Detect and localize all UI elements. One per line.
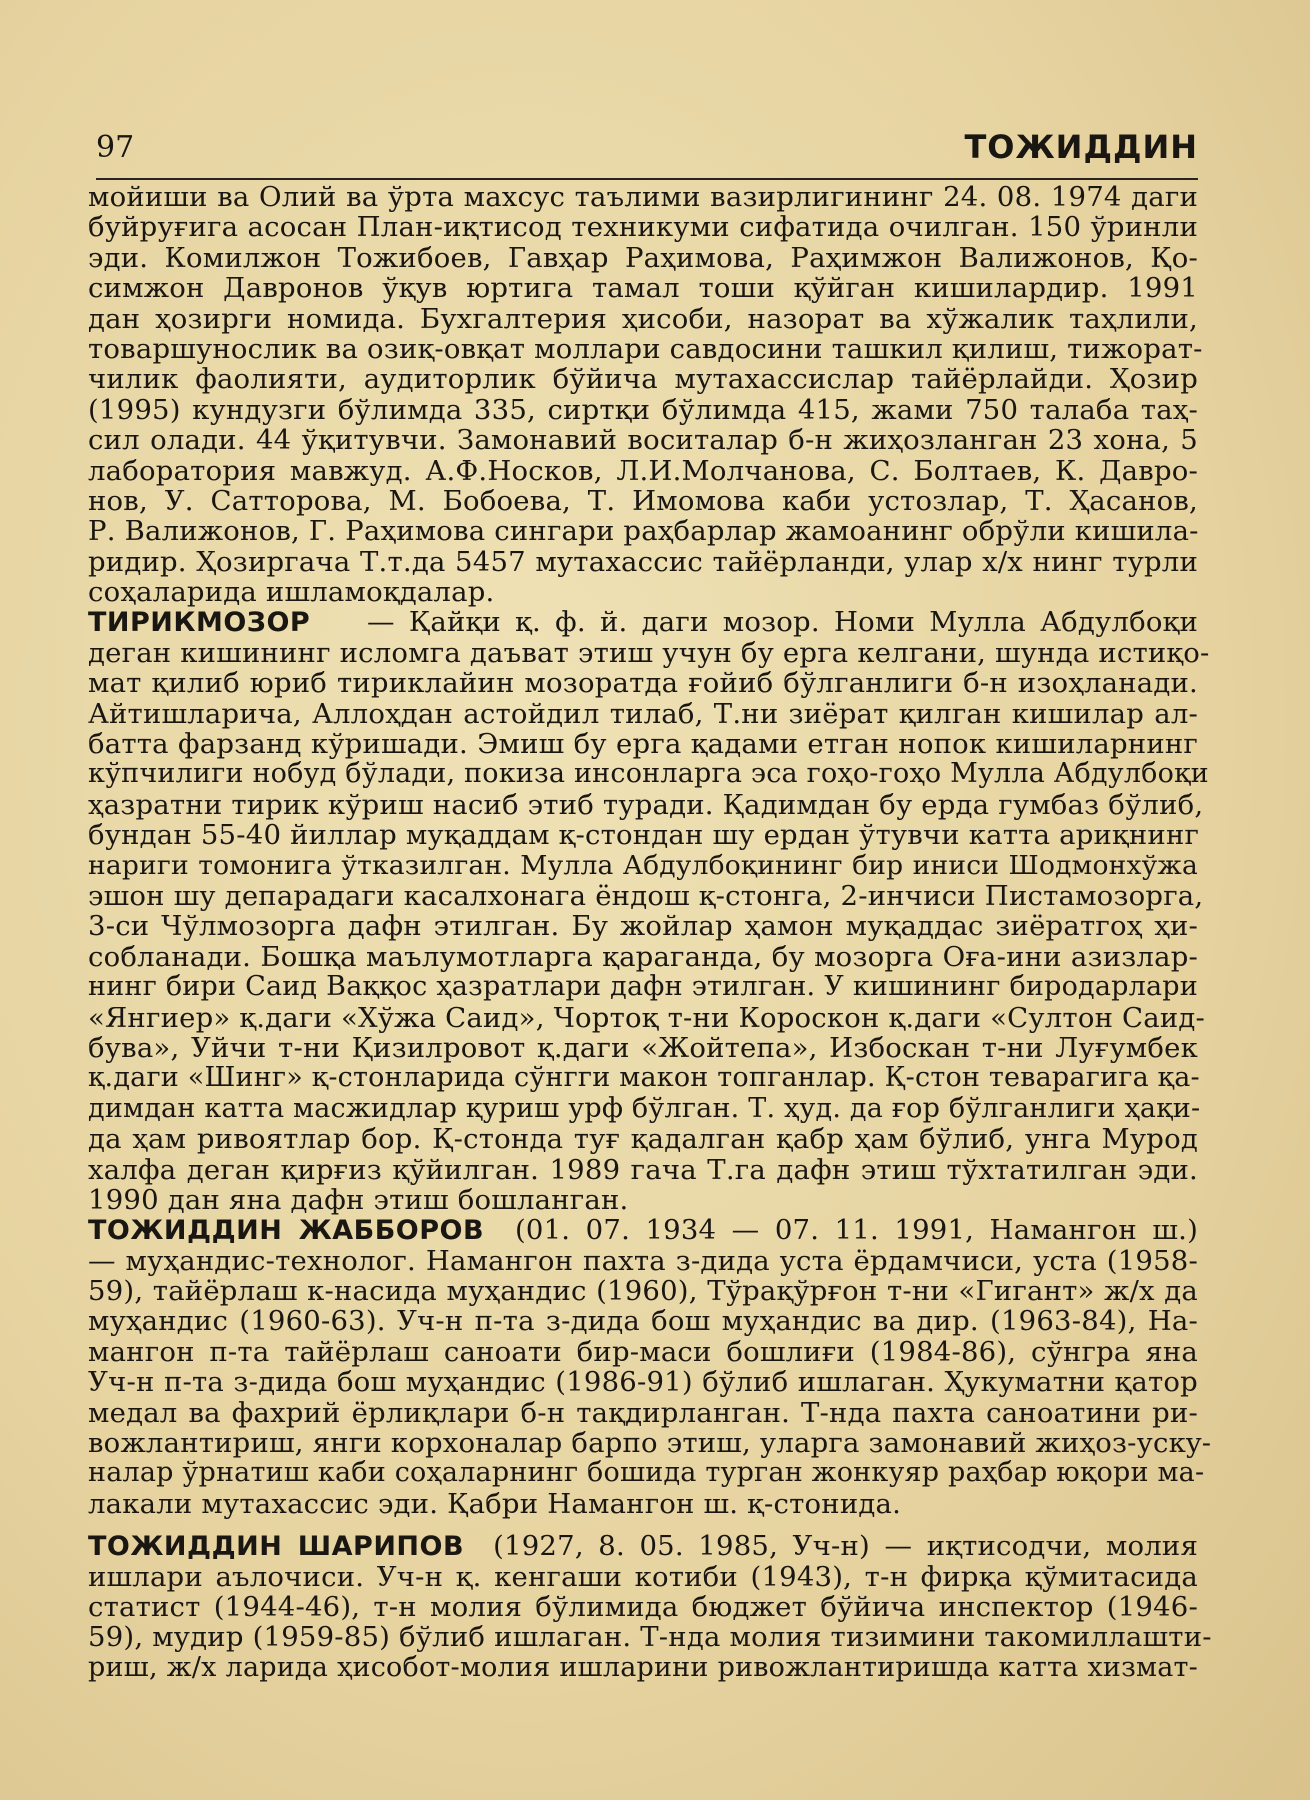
text-line: налар ўрнатиш каби соҳаларнинг бошида турган жонкуяр раҳбар юқори ма-	[88, 1457, 1205, 1489]
text-line: сил олади. 44 ўқитувчи. Замонавий воситалар б-н жиҳозланган 23 хона, 5	[88, 424, 1198, 457]
entry-tirikmozor	[88, 606, 1210, 1216]
entry-continuation	[88, 181, 1203, 609]
body-text	[88, 181, 1212, 1683]
text-line: мат қилиб юриб тириклайин мозоратда ғойиб бўлганлиги б-н изоҳланади.	[88, 667, 1198, 700]
entry-headword: ТИРИКМОЗОР	[88, 607, 311, 639]
text-line: эди. Комилжон Тожибоев, Гавҳар Раҳимова, Раҳимжон Валижонов, Қо-	[88, 241, 1198, 274]
text-line: ҳазратни тирик кўриш насиб этиб туради. Қадимдан бу ерда гумбаз бўлиб,	[88, 788, 1204, 821]
text-line: мангон п-та тайёрлаш саноати бир-маси бошлиғи (1984-86), сўнгра яна	[88, 1335, 1198, 1368]
text-line: лакали мутахассис эди. Қабри Намангон ш. қ-стонида.	[88, 1487, 902, 1520]
text-line: дан ҳозирги номида. Бухгалтерия ҳисоби, назорат ва хўжалик таҳлили,	[88, 302, 1198, 335]
page-number: 97	[96, 130, 135, 165]
entry-first-line	[88, 607, 1198, 637]
text-line: Уч-н п-та з-дида бош муҳандис (1986-91) бўлиб ишлаган. Ҳукуматни қатор	[88, 1366, 1198, 1399]
text-line: да ҳам ривоятлар бор. Қ-стонда туғ қадалган қабр ҳам бўлиб, унга Мурод	[88, 1123, 1198, 1156]
text-line: 1990 дан яна дафн этиш бошланган.	[88, 1183, 629, 1216]
text-run: (1927, 8. 05. 1985, Уч-н) — иқтисодчи, молия	[493, 1530, 1198, 1563]
text-line: буйруғига асосан План-иқтисод техникуми сифатида очилган. 150 ўринли	[88, 211, 1198, 244]
text-line: — муҳандис-технолог. Намангон пахта з-дида уста ёрдамчиси, уста (1958-	[88, 1244, 1198, 1277]
text-line: чилик фаолияти, аудиторлик бўйича мутахассислар тайёрлайди. Ҳозир	[88, 363, 1198, 396]
text-line: бундан 55-40 йиллар муқаддам қ-стондан шу ердан ўтувчи катта ариқнинг	[88, 819, 1200, 852]
text-line: ридир. Ҳозиргача Т.т.да 5457 мутахассис тайёрланди, улар х/х нинг турли	[88, 545, 1198, 578]
text-line: батта фарзанд кўришади. Эмиш бу ерга қадами етган нопок кишиларнинг	[88, 728, 1198, 761]
text-line: эшон шу депарадаги касалхонага ёндош қ-стонга, 2-инчиси Пистамозорга,	[88, 879, 1204, 912]
text-line: собланади. Бошқа маълумотларга қараганда, бу мозорга Оға-ини азизлар-	[88, 940, 1198, 973]
text-line: ишлари аълочиси. Уч-н қ. кенгаши котиби (1943), т-н фирқа қўмитасида	[88, 1560, 1198, 1593]
header-rule	[96, 178, 1198, 180]
text-line: лаборатория мавжуд. А.Ф.Носков, Л.И.Молчанова, С. Болтаев, К. Давро-	[88, 454, 1198, 487]
text-line: риш, ж/х ларида ҳисобот-молия ишларини ривожлантиришда катта хизмат-	[88, 1651, 1198, 1683]
page-header	[88, 122, 1198, 174]
text-line: статист (1944-46), т-н молия бўлимида бюджет бўйича инспектор (1946-	[88, 1590, 1198, 1623]
text-line: деган кишининг исломга даъват этиш учун бу ерга келгани, шунда истиқо-	[88, 636, 1210, 669]
text-line: медал ва фахрий ёрлиқлари б-н тақдирланган. Т-нда пахта саноатини ри-	[88, 1396, 1198, 1429]
text-line: муҳандис (1960-63). Уч-н п-та з-дида бош муҳандис ва дир. (1963-84), На-	[88, 1305, 1198, 1338]
entry-first-line	[88, 1215, 1198, 1245]
text-line: мойиши ва Олий ва ўрта махсус таълими вазирлигининг 24. 08. 1974 даги	[88, 181, 1198, 213]
entry-headword: ТОЖИДДИН ШАРИПОВ	[88, 1531, 465, 1563]
entry-headword: ТОЖИДДИН ЖАББОРОВ	[88, 1215, 485, 1247]
text-line: симжон Давронов ўқув юртига тамал тоши қўйган кишилардир. 1991	[88, 272, 1198, 305]
text-line: нариги томонига ўтказилган. Мулла Абдулбоқининг бир иниси Шодмонхўжа	[88, 849, 1198, 881]
entry-tojiddin-sharipov	[88, 1530, 1212, 1683]
text-line: товаршунослик ва озиқ-овқат моллари савдосини ташкил қилиш, тижорат-	[88, 332, 1203, 365]
text-line: димдан катта масжидлар қуриш урф бўлган. Т. ҳуд. да ғор бўлганлиги ҳақи-	[88, 1092, 1201, 1124]
text-line: нинг бири Саид Ваққос ҳазратлари дафн этилган. У кишининг биродарлари	[88, 971, 1198, 1003]
text-line: 59), мудир (1959-85) бўлиб ишлаган. Т-нда молия тизимини такомиллашти-	[88, 1621, 1212, 1654]
text-line: Р. Валижонов, Г. Раҳимова сингари раҳбарлар жамоанинг обрўли кишила-	[88, 515, 1199, 548]
text-line: (1995) кундузги бўлимда 335, сиртқи бўлимда 415, жами 750 талаба таҳ-	[88, 393, 1198, 426]
running-head: ТОЖИДДИН	[964, 128, 1198, 166]
text-line: «Янгиер» қ.даги «Хўжа Саид», Чортоқ т-ни Короскон қ.даги «Султон Саид-	[88, 1001, 1206, 1034]
document-page	[88, 122, 1212, 1683]
text-line: 3-си Чўлмозорга дафн этилган. Бу жойлар ҳамон муқаддас зиёратгоҳ ҳи-	[88, 910, 1198, 943]
text-line: кўпчилиги нобуд бўлади, покиза инсонларга эса гоҳо-гоҳо Мулла Абдулбоқи	[88, 758, 1209, 790]
entry-tojiddin-jabborov	[88, 1214, 1212, 1520]
text-line: Айтишларича, Аллоҳдан астойдил тилаб, Т.ни зиёрат қилган кишилар ал-	[88, 697, 1198, 730]
text-line: соҳаларида ишламоқдалар.	[88, 576, 495, 609]
text-line: 59), тайёрлаш к-насида муҳандис (1960), Тўрақўрғон т-ни «Гигант» ж/х да	[88, 1275, 1198, 1308]
text-line: қ.даги «Шинг» қ-стонларида сўнгги макон топганлар. Қ-стон теварагига қа-	[88, 1062, 1200, 1094]
text-line: вожлантириш, янги корхоналар барпо этиш, уларга замонавий жиҳоз-ускy-	[88, 1427, 1212, 1460]
text-line: бува», Уйчи т-ни Қизилровот қ.даги «Жойтепа», Избоскан т-ни Луғумбек	[88, 1031, 1198, 1064]
text-run: (01. 07. 1934 — 07. 11. 1991, Намангон ш.)	[514, 1214, 1199, 1247]
text-line: халфа деган қирғиз қўйилган. 1989 гача Т.га дафн этиш тўхтатилган эди.	[88, 1153, 1198, 1186]
text-run: — Қайқи қ. ф. й. даги мозор. Номи Мулла Абдулбоқи	[367, 606, 1198, 639]
entry-first-line	[88, 1531, 1198, 1561]
text-line: нов, У. Сатторова, М. Бобоева, Т. Имомова каби устозлар, Т. Ҳасанов,	[88, 484, 1198, 517]
